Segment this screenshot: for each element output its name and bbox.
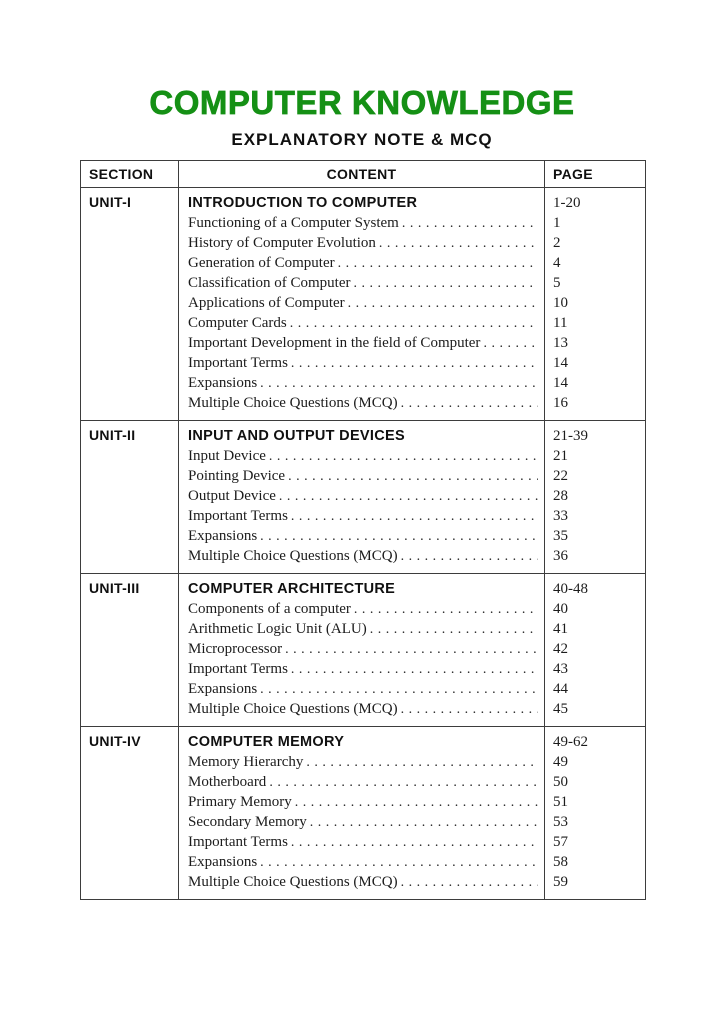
toc-item	[188, 213, 538, 233]
column-header-content: CONTENT	[179, 161, 545, 188]
toc-item-page: 36	[553, 548, 568, 564]
dot-leader	[310, 813, 538, 833]
toc-item-page: 2	[553, 235, 561, 251]
unit-content-cell	[179, 421, 545, 574]
toc-item-page: 49	[553, 754, 568, 770]
unit-content-cell	[179, 574, 545, 727]
toc-item-label: Multiple Choice Questions (MCQ)	[188, 701, 398, 717]
unit-title: COMPUTER ARCHITECTURE	[188, 581, 396, 597]
toc-item	[188, 832, 538, 852]
dot-leader	[370, 620, 538, 640]
toc-item-page: 42	[553, 641, 568, 657]
unit-section-cell	[81, 727, 179, 900]
unit-page-cell	[545, 574, 646, 727]
unit-section-label: UNIT-I	[89, 194, 132, 210]
dot-leader	[260, 527, 538, 547]
unit-page-cell	[545, 188, 646, 421]
toc-item-page: 59	[553, 874, 568, 890]
toc-item-page: 35	[553, 528, 568, 544]
toc-item-page: 58	[553, 854, 568, 870]
unit-title: COMPUTER MEMORY	[188, 734, 345, 750]
toc-item-label: Multiple Choice Questions (MCQ)	[188, 548, 398, 564]
dot-leader	[288, 467, 538, 487]
toc-item-page: 16	[553, 395, 568, 411]
unit-page-range: 49-62	[553, 734, 588, 750]
toc-item	[188, 526, 538, 546]
toc-item-label: Important Terms	[188, 661, 288, 677]
unit-page-cell	[545, 421, 646, 574]
toc-item	[188, 486, 538, 506]
toc-item-page: 44	[553, 681, 568, 697]
toc-item	[188, 792, 538, 812]
unit-section-label: UNIT-II	[89, 427, 136, 443]
toc-unit-row	[81, 421, 646, 574]
toc-unit-row	[81, 727, 646, 900]
unit-page-cell	[545, 727, 646, 900]
toc-item-page: 53	[553, 814, 568, 830]
toc-item-label: Components of a computer	[188, 601, 351, 617]
toc-item-label: Important Terms	[188, 834, 288, 850]
toc-item-label: Memory Hierarchy	[188, 754, 304, 770]
unit-page-range: 21-39	[553, 428, 588, 444]
toc-item-label: Computer Cards	[188, 315, 287, 331]
toc-item-label: Expansions	[188, 854, 258, 870]
toc-item-label: Motherboard	[188, 774, 267, 790]
unit-page-range: 40-48	[553, 581, 588, 597]
toc-item-label: Multiple Choice Questions (MCQ)	[188, 395, 398, 411]
toc-item-page: 21	[553, 448, 568, 464]
dot-leader	[260, 853, 538, 873]
toc-item-label: Applications of Computer	[188, 295, 345, 311]
dot-leader	[295, 793, 538, 813]
toc-item-page: 13	[553, 335, 568, 351]
toc-item-label: Important Terms	[188, 508, 288, 524]
unit-section-label: UNIT-IV	[89, 733, 141, 749]
toc-item	[188, 546, 538, 566]
dot-leader	[291, 507, 538, 527]
column-header-section: SECTION	[81, 161, 179, 188]
toc-item-page: 28	[553, 488, 568, 504]
toc-item-page: 50	[553, 774, 568, 790]
toc-item	[188, 333, 538, 353]
toc-item-label: Multiple Choice Questions (MCQ)	[188, 874, 398, 890]
dot-leader	[402, 214, 538, 234]
toc-item-page: 40	[553, 601, 568, 617]
toc-item	[188, 679, 538, 699]
toc-item	[188, 639, 538, 659]
toc-item	[188, 466, 538, 486]
toc-item	[188, 619, 538, 639]
dot-leader	[354, 600, 538, 620]
toc-item	[188, 852, 538, 872]
toc-item-label: History of Computer Evolution	[188, 235, 376, 251]
dot-leader	[290, 314, 538, 334]
toc-item	[188, 253, 538, 273]
toc-item-page: 4	[553, 255, 561, 271]
toc-item-label: Generation of Computer	[188, 255, 335, 271]
toc-item-label: Microprocessor	[188, 641, 283, 657]
toc-unit-row	[81, 188, 646, 421]
toc-item	[188, 393, 538, 413]
unit-title: INPUT AND OUTPUT DEVICES	[188, 428, 405, 444]
dot-leader	[379, 234, 538, 254]
dot-leader	[260, 680, 538, 700]
column-header-page: PAGE	[545, 161, 646, 188]
dot-leader	[353, 274, 538, 294]
toc-item	[188, 752, 538, 772]
dot-leader	[285, 640, 538, 660]
document-title: COMPUTER KNOWLEDGE	[149, 84, 575, 121]
toc-item-page: 14	[553, 355, 568, 371]
toc-item	[188, 812, 538, 832]
toc-item	[188, 293, 538, 313]
dot-leader	[401, 394, 538, 414]
toc-item-page: 22	[553, 468, 568, 484]
unit-page-range: 1-20	[553, 195, 581, 211]
toc-item	[188, 313, 538, 333]
toc-item	[188, 446, 538, 466]
toc-item-label: Arithmetic Logic Unit (ALU)	[188, 621, 367, 637]
toc-item-page: 1	[553, 215, 561, 231]
toc-item-label: Output Device	[188, 488, 276, 504]
toc-item-page: 11	[553, 315, 568, 331]
toc-table	[80, 160, 646, 900]
dot-leader	[401, 873, 538, 893]
toc-item	[188, 353, 538, 373]
toc-item	[188, 373, 538, 393]
unit-title: INTRODUCTION TO COMPUTER	[188, 195, 418, 211]
toc-item	[188, 659, 538, 679]
toc-item-label: Important Terms	[188, 355, 288, 371]
dot-leader	[260, 374, 538, 394]
toc-item	[188, 273, 538, 293]
dot-leader	[269, 773, 538, 793]
toc-item-label: Classification of Computer	[188, 275, 351, 291]
toc-unit-row	[81, 574, 646, 727]
toc-item	[188, 872, 538, 892]
dot-leader	[401, 547, 538, 567]
dot-leader	[291, 833, 538, 853]
toc-item-page: 51	[553, 794, 568, 810]
dot-leader	[291, 354, 538, 374]
toc-item-page: 33	[553, 508, 568, 524]
toc-item-label: Important Development in the field of Computer	[188, 335, 481, 351]
toc-item-page: 10	[553, 295, 568, 311]
dot-leader	[291, 660, 538, 680]
toc-item-page: 5	[553, 275, 561, 291]
toc-item-label: Functioning of a Computer System	[188, 215, 399, 231]
toc-item-label: Expansions	[188, 681, 258, 697]
toc-item-label: Primary Memory	[188, 794, 292, 810]
toc-item	[188, 599, 538, 619]
toc-item	[188, 772, 538, 792]
unit-content-cell	[179, 188, 545, 421]
toc-item-page: 43	[553, 661, 568, 677]
toc-item-page: 57	[553, 834, 568, 850]
toc-item-page: 14	[553, 375, 568, 391]
toc-item-label: Secondary Memory	[188, 814, 307, 830]
dot-leader	[279, 487, 538, 507]
toc-item	[188, 233, 538, 253]
unit-section-cell	[81, 188, 179, 421]
dot-leader	[306, 753, 538, 773]
dot-leader	[483, 334, 538, 354]
toc-item-label: Expansions	[188, 375, 258, 391]
dot-leader	[348, 294, 538, 314]
toc-item-page: 41	[553, 621, 568, 637]
toc-item-label: Expansions	[188, 528, 258, 544]
toc-item-label: Input Device	[188, 448, 266, 464]
toc-item-label: Pointing Device	[188, 468, 286, 484]
dot-leader	[338, 254, 538, 274]
unit-section-cell	[81, 421, 179, 574]
unit-section-cell	[81, 574, 179, 727]
dot-leader	[401, 700, 538, 720]
toc-item	[188, 506, 538, 526]
dot-leader	[269, 447, 538, 467]
toc-header-row	[81, 161, 646, 188]
unit-content-cell	[179, 727, 545, 900]
toc-item-page: 45	[553, 701, 568, 717]
unit-section-label: UNIT-III	[89, 580, 140, 596]
document-subtitle: EXPLANATORY NOTE & MCQ	[231, 130, 493, 149]
toc-item	[188, 699, 538, 719]
